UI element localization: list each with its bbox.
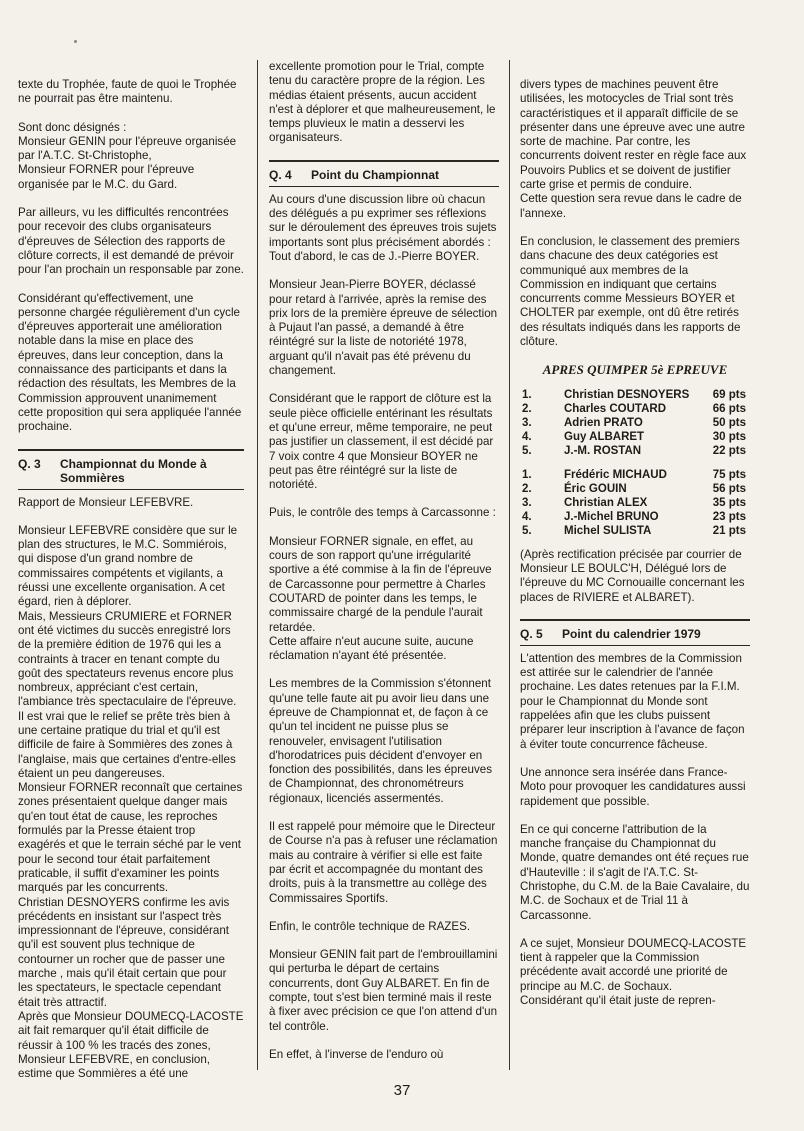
points: 50 pts bbox=[712, 416, 746, 429]
section-rule bbox=[520, 619, 750, 621]
paragraph: Au cours d'une discussion libre où chacun des délégués a pu exprimer ses réflexions sur le déroulement des épreuves trois sujets importants sont plus précisément abordés : Tout d'abord, le cas de J.-Pierre BOYER. bbox=[269, 192, 497, 263]
points: 22 pts bbox=[712, 444, 746, 457]
rank: 5. bbox=[522, 444, 532, 457]
paragraph: texte du Trophée, faute de quoi le Trophée ne pourrait pas être maintenu. bbox=[18, 78, 237, 106]
rank: 1. bbox=[522, 388, 532, 401]
rider-name: J.-M. ROSTAN bbox=[564, 444, 642, 457]
table-row bbox=[522, 444, 746, 458]
section-heading-q4 bbox=[269, 168, 499, 182]
points: 75 pts bbox=[712, 468, 746, 481]
table-row bbox=[522, 416, 746, 430]
paragraph: divers types de machines peuvent être utilisées, les motocycles de Trial sont très caractéristiques et il apparaît difficile de se présenter dans une épreuve avec une autre sorte de machine. Par contre, les concurrents doivent rester en règle face aux Pouvoirs Publics et se doivent de justifier carte grise et permis de conduire. Cette question sera revue dans le cadre de l'annexe. bbox=[520, 78, 747, 220]
standings-note: (Après rectification précisée par courrier de Monsieur LE BOULC'H, Délégué lors de l'épreuve du MC Cornouaille concernant les places de RIVIERE et ALBARET). bbox=[520, 547, 745, 604]
points: 23 pts bbox=[712, 510, 746, 523]
paragraph: En conclusion, le classement des premiers dans chacune des deux catégories est communiqué aux membres de la Commission en indiquant que certains concurrents comme Messieurs BOYER et CHOLTER par exemple, ont dû être retirés des résultats indiqués dans les rapports de clôture. bbox=[520, 234, 741, 349]
page-number: 37 bbox=[393, 1082, 411, 1099]
table-row bbox=[522, 496, 746, 510]
paragraph: Considérant qu'effectivement, une personne chargée régulièrement d'un cycle d'épreuves apporterait une amélioration notable dans la mise en place des épreuves, dans leur conception, dans la connaissance des participants et dans la rédaction des résultats, les Membres de la Commission approuvent unanimement cette proposition qui sera appliquée l'année prochaine. bbox=[18, 291, 242, 434]
rank: 2. bbox=[522, 402, 532, 415]
column-1 bbox=[18, 78, 244, 1081]
paragraph: Les membres de la Commission s'étonnent qu'une telle faute ait pu avoir lieu dans une épreuve de Championnat et, de façon à ce qu'un tel incident ne puisse plus se renouveler, envisagent l'utilisation d'horodatrices puis décident d'envoyer en fonction des possibilités, dans les épreuves de Championnat, des chronométreurs régionaux, licenciés assermentés. bbox=[269, 677, 492, 805]
table-row bbox=[522, 388, 746, 402]
table-row bbox=[522, 402, 746, 416]
rank: 3. bbox=[522, 496, 532, 509]
section-title: Championnat du Monde à Sommières bbox=[60, 456, 207, 485]
column-2 bbox=[269, 60, 499, 1062]
section-heading-q3 bbox=[18, 457, 244, 485]
section-rule bbox=[269, 160, 499, 162]
section-number: Q. 4 bbox=[269, 167, 292, 182]
table-row bbox=[522, 510, 746, 524]
points: 30 pts bbox=[712, 430, 746, 443]
table-row bbox=[522, 524, 746, 538]
rider-name: Frédéric MICHAUD bbox=[564, 468, 667, 481]
rank: 1. bbox=[522, 468, 532, 481]
section-title: Point du Championnat bbox=[311, 167, 439, 182]
points: 35 pts bbox=[712, 496, 746, 509]
rank: 5. bbox=[522, 524, 532, 537]
paragraph: Il est rappelé pour mémoire que le Directeur de Course n'a pas à refuser une réclamation mais au contraire à vérifier si elle est faite par écrit et accompagnée du montant des droits, puis à la transmettre au collège des Commissaires Sportifs. bbox=[269, 820, 498, 905]
rank: 2. bbox=[522, 482, 532, 495]
table-row bbox=[522, 468, 746, 482]
paragraph: En ce qui concerne l'attribution de la manche française du Championnat du Monde, quatre demandes ont été reçues rue d'Hauteville : il s'agit de l'A.T.C. St-Christophe, du C.M. de la Baie Cavalaire, du M.C. de Sochaux et de Trial 11 à Carcassonne. bbox=[520, 822, 750, 922]
rider-name: Christian ALEX bbox=[564, 496, 648, 509]
column-3 bbox=[520, 78, 750, 1008]
spacer bbox=[520, 458, 750, 468]
paragraph: Enfin, le contrôle technique de RAZES. bbox=[269, 919, 471, 933]
points: 66 pts bbox=[712, 402, 746, 415]
paragraph: Puis, le contrôle des temps à Carcassonne : bbox=[269, 506, 496, 520]
paragraph: Par ailleurs, vu les difficultés rencontrées pour recevoir des clubs organisateurs d'épreuves de Sélection des rapports de clôture corrects, il est demandé de prévoir pour l'an prochain un responsable par zone. bbox=[18, 206, 244, 277]
rank: 4. bbox=[522, 430, 532, 443]
section-rule bbox=[520, 645, 750, 646]
rider-name: Charles COUTARD bbox=[564, 402, 667, 415]
paragraph: L'attention des membres de la Commission est attirée sur le calendrier de l'année prochaine. Les dates retenues par la F.I.M. pour le Championnat du Monde sont rappelées afin que les clubs puissent préparer leur inscription à l'avance de façon à éviter toute concurrence fâcheuse. bbox=[520, 651, 745, 751]
paragraph: excellente promotion pour le Trial, compte tenu du caractère propre de la région. Les médias étaient présents, aucun accident n'est à déplorer et que malheureusement, le temps pluvieux le matin a desservi les organisateurs. bbox=[269, 60, 496, 145]
paragraph: Rapport de Monsieur LEFEBVRE. bbox=[18, 495, 194, 509]
column-divider bbox=[257, 60, 258, 1070]
standings-title: APRES QUIMPER 5è EPREUVE bbox=[542, 362, 728, 378]
paragraph: Sont donc désignés : Monsieur GENIN pour l'épreuve organisée par l'A.T.C. St-Christophe, Monsieur FORNER pour l'épreuve organisée par le M.C. du Gard. bbox=[18, 120, 237, 191]
rider-name: Éric GOUIN bbox=[564, 482, 627, 495]
rank: 4. bbox=[522, 510, 532, 523]
rank: 3. bbox=[522, 416, 532, 429]
rider-name: Adrien PRATO bbox=[564, 416, 643, 429]
paragraph: Considérant que le rapport de clôture est la seule pièce officielle entérinant les résultats et qu'une erreur, même temporaire, ne peut pas justifier un classement, il est décidé par 7 voix contre 4 que Monsieur BOYER ne peut pas être réintégré sur la liste de notoriété. bbox=[269, 392, 494, 492]
rider-name: J.-Michel BRUNO bbox=[564, 510, 659, 523]
section-heading-q5 bbox=[520, 627, 750, 641]
column-divider bbox=[509, 60, 510, 1070]
rider-name: Michel SULISTA bbox=[564, 524, 652, 537]
paragraph: Monsieur Jean-Pierre BOYER, déclassé pour retard à l'arrivée, après la remise des prix lors de la première épreuve de sélection à Pujaut l'an passé, a demandé à être réintégré sur la liste de notoriété 1978, arguant qu'il n'avait pas été prévenu du changement. bbox=[269, 278, 498, 378]
section-number: Q. 3 bbox=[18, 456, 41, 471]
paragraph: A ce sujet, Monsieur DOUMECQ-LACOSTE tient à rappeler que la Commission précédente avait accordé une priorité de principe au M.C. de Sochaux. Considérant qu'il était juste de repren- bbox=[520, 936, 747, 1008]
section-title: Point du calendrier 1979 bbox=[562, 626, 701, 641]
table-row bbox=[522, 430, 746, 444]
table-row bbox=[522, 482, 746, 496]
paragraph: Une annonce sera insérée dans France-Moto pour provoquer les candidatures aussi rapidement que possible. bbox=[520, 765, 746, 808]
points: 56 pts bbox=[712, 482, 746, 495]
rider-name: Guy ALBARET bbox=[564, 430, 645, 443]
paragraph: Monsieur LEFEBVRE considère que sur le plan des structures, le M.C. Sommiérois, qui dispose d'un grand nombre de commissaires compétents et vigilants, a réussi une excellente organisation. A cet égard, rien à déplorer. Mais, Messieurs CRUMIERE et FORNER ont été victimes du succès enregistré lors de la première édition de 1976 qui les a contraints à tracer en tenant compte du goût des spectateurs revenus encore plus nombreux, appréciant c'est certain, l'ambiance très spectaculaire de l'épreuve. Il est vrai que le relief se prête très bien à une certaine pratique du trial et qu'il est difficile de faire à Sommières des zones à l'anglaise, mais que certaines d'entre-elles étaient un peu dangereuses. Monsieur FORNER reconnaît que certaines zones présentaient quelque danger mais qu'en tout état de cause, les reproches formulés par la Presse étaient trop exagérés et que le terrain séché par le vent pour le second tour était parfaitement praticable, il suffit d'examiner les points marqués par les concurrents. Christian DESNOYERS confirme les avis précédents en insistant sur l'aspect très impressionnant de l'épreuve, considérant qu'il est souvent plus technique de contourner un rocher que de passer une marche , mais qu'il était certain que pour les spectateurs, le spectacle cependant était très attractif. Après que Monsieur DOUMECQ-LACOSTE ait fait remarquer qu'il était difficile de réussir à 100 % les tracés des zones, Monsieur LEFEBVRE, en conclusion, estime que Sommières a été une bbox=[18, 523, 244, 1081]
paragraph: Monsieur GENIN fait part de l'embrouillamini qui perturba le départ de certains concurrents, dont Guy ALBARET. En fin de compte, tout s'est bien terminé mais il reste à fixer avec précision ce que l'on attend d'un tel contrôle. bbox=[269, 948, 498, 1033]
standings-table-2 bbox=[522, 468, 746, 538]
points: 21 pts bbox=[712, 524, 746, 537]
section-rule bbox=[18, 489, 244, 490]
paragraph: En effet, à l'inverse de l'enduro où bbox=[269, 1047, 444, 1061]
section-number: Q. 5 bbox=[520, 626, 543, 641]
points: 69 pts bbox=[712, 388, 746, 401]
paragraph: Monsieur FORNER signale, en effet, au cours de son rapport qu'une irrégularité sportive a été commise à la fin de l'épreuve de Carcassonne pour permettre à Charles COUTARD de pointer dans les temps, le commissaire chargé de la pendule l'aurait retardée. Cette affaire n'eut aucune suite, aucune réclamation n'ayant été présentée. bbox=[269, 534, 492, 663]
section-rule bbox=[18, 449, 244, 451]
standings-table-1 bbox=[522, 388, 746, 458]
rider-name: Christian DESNOYERS bbox=[564, 388, 690, 401]
section-rule bbox=[269, 186, 499, 187]
scan-speck bbox=[74, 40, 77, 43]
